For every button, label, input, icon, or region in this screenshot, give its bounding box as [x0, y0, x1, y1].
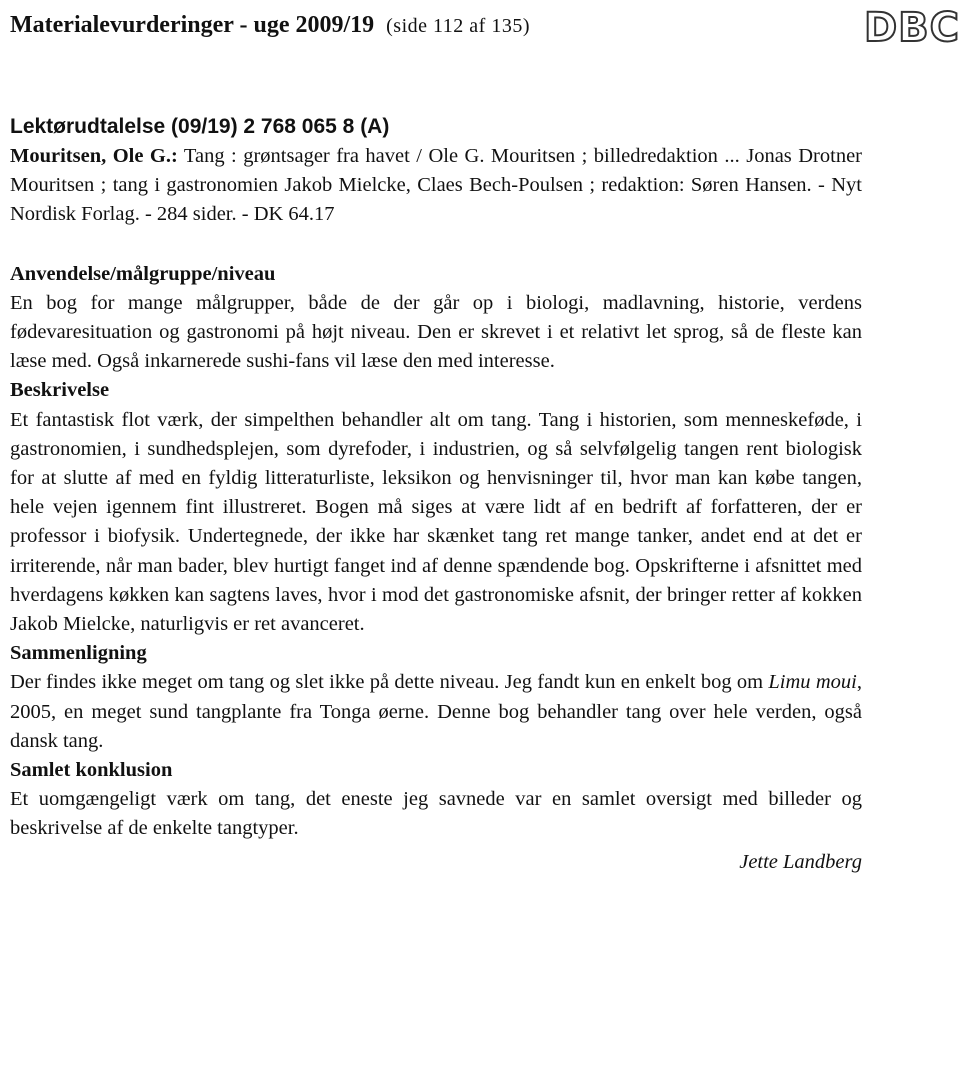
usage-text: En bog for mange målgrupper, både de der går op i biologi, madlavning, historie, verdens fødevaresituation og gastronomi på højt niveau. Den er skrevet i et relativt let sprog, så de fleste kan læse med. Også inkarnerede sushi-fans vil læse den med interesse. [10, 291, 862, 373]
comparison-text-start: Der findes ikke meget om tang og slet ikke på dette niveau. Jeg fandt kun en enkelt bog om [10, 671, 769, 694]
description-heading: Beskrivelse [10, 379, 110, 402]
conclusion-text: Et uomgængeligt værk om tang, det eneste jeg savnede var en samlet oversigt med billeder og beskrivelse af de enkelte tangtyper. [10, 788, 862, 840]
author-name: Mouritsen, Ole G.: [10, 145, 178, 167]
description-text: Et fantastisk flot værk, der simpelthen behandler alt om tang. Tang i historien, som menneskeføde, i gastronomien, i sundhedsplejen, som dyrefoder, i industrien, og så selvfølgelig tangen rent biologisk for at slutte af med en fyldig litteraturliste, leksikon og henvisninger til, hvor man kan købe tangen, hele vejen igennem fint illustreret. Bogen må siges at være lidt af en bedrift af forfatteren, der er professor i biofysik. Undertegnede, der ikke har skænket tang ret mange tanker, andet end at det er irriterende, når man bader, blev hurtigt fanget ind af denne spændende bog. Opskrifterne i afsnittet med hverdagens køkken kan sagtens laves, hvor i mod det gastronomiske afsnit, der bringer retter af kokken Jakob Mielcke, naturligvis er ret avanceret. [10, 408, 862, 636]
dbc-logo: DBC [863, 5, 960, 51]
comparison-heading: Sammenligning [10, 642, 147, 665]
header-title: Materialevurderinger - uge 2009/19 [10, 12, 375, 38]
page-header [10, 12, 850, 39]
page-info: (side 112 af 135) [386, 15, 530, 37]
record-id-line: Lektørudtalelse (09/19) 2 768 065 8 (A) [10, 115, 390, 138]
comparison-text [10, 668, 862, 756]
bibliographic-entry [10, 142, 862, 230]
usage-heading: Anvendelse/målgruppe/niveau [10, 262, 276, 285]
review-body [10, 112, 862, 877]
comparison-text-end: , 2005, en meget sund tangplante fra Tonga øerne. Denne bog behandler tang over hele verden, også dansk tang. [10, 671, 862, 752]
book-title-limu-moui: Limu moui [768, 671, 857, 694]
reviewer-signature: Jette Landberg [739, 850, 862, 873]
conclusion-heading: Samlet konklusion [10, 759, 173, 782]
bibliography-text: Tang : grøntsager fra havet / Ole G. Mouritsen ; billedredaktion ... Jonas Drotner Mouritsen ; tang i gastronomien Jakob Mielcke, Claes Bech-Poulsen ; redaktion: Søren Hansen. - Nyt Nordisk Forlag. - 284 sider. - DK 64.17 [10, 145, 862, 226]
